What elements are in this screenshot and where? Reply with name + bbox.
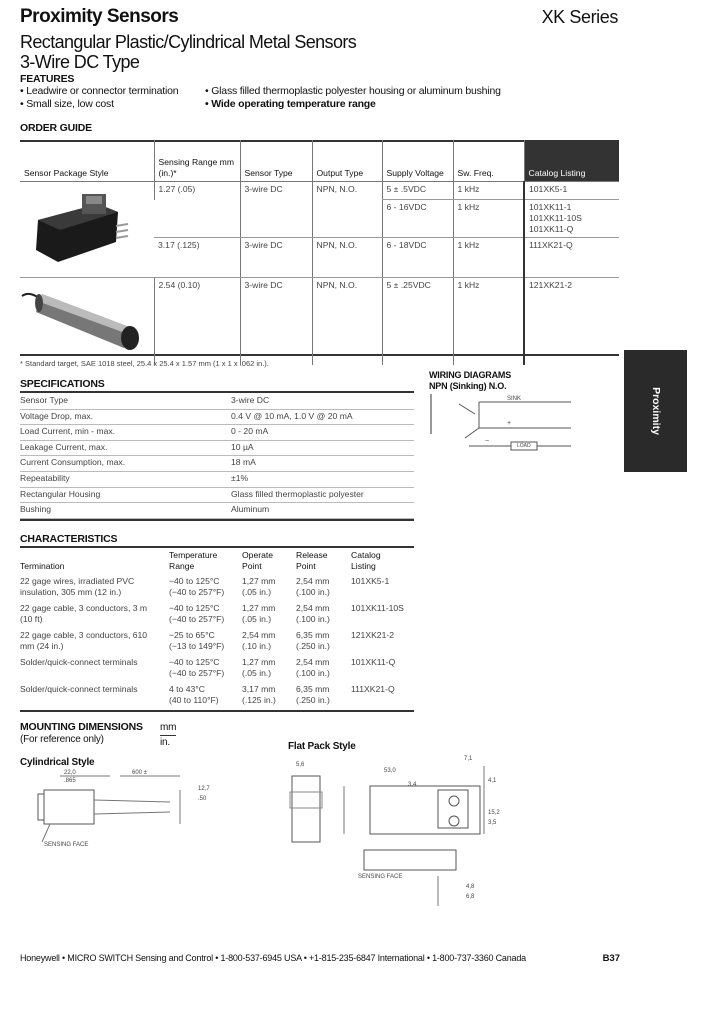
cell: 1,27 mm (.05 in.)	[242, 603, 276, 624]
spec-bottom-rule	[20, 519, 414, 521]
dim-label: 7,1	[464, 756, 473, 762]
cell: 6 - 16VDC	[382, 200, 453, 238]
catalog-cell: 121XK21-2	[524, 278, 619, 366]
dim-label: 53,0	[384, 768, 396, 774]
spec-label: Leakage Current, max.	[20, 441, 108, 452]
col-header: Temperature Range	[169, 550, 218, 571]
cell: 101XK11-10S	[351, 603, 404, 613]
col-header: Sw. Freq.	[453, 140, 524, 182]
wiring-plus-label: +	[507, 420, 512, 427]
cell: 5 ± .5VDC	[382, 182, 453, 200]
cell: 2,54 mm (.100 in.)	[296, 576, 330, 597]
wiring-load-label: LOAD	[517, 443, 531, 449]
cell: 22 gage wires, irradiated PVC insulation, 305 mm (12 in.)	[20, 576, 135, 597]
col-header: Release Point	[296, 550, 328, 571]
cyl-sensor-photo-cell	[20, 278, 154, 366]
cell: 1,27 mm (.05 in.)	[242, 576, 276, 597]
cell: 101XK5-1	[351, 576, 390, 586]
cell: Solder/quick-connect terminals	[20, 657, 138, 667]
specifications-heading: SPECIFICATIONS	[20, 378, 105, 390]
cell: 2,54 mm (.100 in.)	[296, 657, 330, 678]
spec-value: Glass filled thermoplastic polyester	[231, 488, 364, 499]
cylindrical-sensor-image	[20, 278, 150, 362]
col-header: Sensor Package Style	[20, 140, 154, 182]
cell: 6,35 mm (.250 in.)	[296, 684, 330, 705]
col-header: Catalog Listing	[351, 550, 381, 571]
feature-item: • Small size, low cost	[20, 98, 114, 110]
table-row	[20, 182, 619, 200]
spec-value: Aluminum	[231, 504, 270, 515]
spec-value: 10 µA	[231, 441, 254, 452]
side-tab	[624, 350, 687, 472]
spec-value: 18 mA	[231, 457, 256, 468]
unit-in: in.	[160, 737, 170, 748]
cell: 6,35 mm (.250 in.)	[296, 630, 330, 651]
table-row	[20, 455, 414, 472]
wiring-circuit	[429, 394, 577, 458]
cell: 1,27 mm (.05 in.)	[242, 657, 276, 678]
page-title: Proximity Sensors	[20, 6, 179, 27]
table-row	[20, 393, 414, 410]
cell: 1 kHz	[453, 200, 524, 238]
flatpack-drawing	[288, 756, 528, 916]
dim-label: 15,2	[488, 810, 500, 816]
catalog-cell: 101XK11-1 101XK11-10S 101XK11-Q	[524, 200, 619, 238]
cell	[154, 200, 240, 238]
dim-label: 3,4	[408, 782, 417, 788]
cell: 1 kHz	[453, 182, 524, 200]
col-header: Catalog Listing	[524, 140, 619, 182]
dim-label: 22,0	[64, 770, 76, 776]
rectangular-sensor-image	[20, 182, 150, 274]
spec-label: Current Consumption, max.	[20, 457, 126, 468]
spec-label: Repeatability	[20, 473, 70, 483]
cell: 6 - 18VDC	[382, 238, 453, 278]
order-guide-table	[20, 140, 619, 365]
cell	[312, 200, 382, 238]
table-row	[20, 487, 414, 504]
spec-value: 3-wire DC	[231, 395, 270, 405]
spec-label: Rectangular Housing	[20, 488, 101, 499]
feature-item: • Glass filled thermoplastic polyester housing or aluminum bushing	[205, 85, 501, 97]
cell: 3-wire DC	[240, 278, 312, 366]
cylindrical-drawing	[20, 770, 240, 860]
cell: 1 kHz	[453, 238, 524, 278]
feature-item: • Leadwire or connector termination	[20, 85, 179, 97]
cell: −40 to 125°C (−40 to 257°F)	[169, 603, 225, 624]
wiring-sink-label: SINK	[507, 396, 522, 402]
feature-item: • Wide operating temperature range	[205, 98, 376, 110]
wiring-minus-label: −	[485, 438, 490, 445]
dim-label: 6,8	[466, 894, 475, 900]
cell: 22 gage cable, 3 conductors, 3 m (10 ft)	[20, 603, 148, 624]
table-row	[20, 471, 414, 488]
dim-label: .50	[198, 796, 207, 802]
subtitle-line-1: Rectangular Plastic/Cylindrical Metal Sensors	[20, 32, 357, 52]
cell: 2,54 mm (.100 in.)	[296, 603, 330, 624]
rect-sensor-photo-cell	[20, 182, 154, 278]
table-row	[20, 502, 414, 519]
features-heading: FEATURES	[20, 73, 75, 85]
cell: 3,17 mm (.125 in.)	[242, 684, 276, 705]
cell: NPN, N.O.	[312, 238, 382, 278]
char-top-rule	[20, 546, 414, 548]
side-tab-label: Proximity	[649, 387, 662, 435]
dim-label: 5,6	[296, 762, 305, 768]
mounting-heading: MOUNTING DIMENSIONS	[20, 721, 143, 733]
catalog-cell: 101XK5-1	[524, 182, 619, 200]
cell: 2.54 (0.10)	[154, 278, 240, 366]
cell: 22 gage cable, 3 conductors, 610 mm (24 in.)	[20, 630, 148, 651]
footer-contact: Honeywell • MICRO SWITCH Sensing and Control • 1-800-537-6945 USA • +1-815-235-6847 International • 1-800-737-3360 Canada	[20, 953, 526, 963]
cell: 1 kHz	[453, 278, 524, 366]
spec-label: Load Current, min - max.	[20, 426, 116, 437]
cell: 2,54 mm (.10 in.)	[242, 630, 276, 651]
cell: 1.27 (.05)	[154, 182, 240, 200]
cell: 3-wire DC	[240, 238, 312, 278]
cell: 101XK11-Q	[351, 657, 396, 667]
cell: 3-wire DC	[240, 182, 312, 200]
dim-label: 3,5	[488, 820, 497, 826]
characteristics-heading: CHARACTERISTICS	[20, 533, 118, 545]
unit-mm: mm	[160, 722, 177, 733]
cell: −25 to 65°C (−13 to 149°F)	[169, 630, 225, 651]
dim-label: .865	[64, 778, 76, 784]
col-header: Output Type	[312, 140, 382, 182]
cell: 4 to 43°C (40 to 110°F)	[169, 684, 219, 705]
page-number: B37	[602, 953, 620, 964]
cell: −40 to 125°C (−40 to 257°F)	[169, 576, 225, 597]
subtitle-line-2: 3-Wire DC Type	[20, 52, 140, 72]
spec-label: Sensor Type	[20, 395, 69, 405]
spec-value: ±1%	[231, 473, 249, 483]
table-row	[20, 440, 414, 457]
order-guide-footnote: * Standard target, SAE 1018 steel, 25.4 x 25.4 x 1.57 mm (1 x 1 x .062 in.).	[20, 359, 269, 368]
table-row	[20, 409, 414, 426]
flatpack-style-label: Flat Pack Style	[288, 741, 356, 752]
dim-label: SENSING FACE	[358, 874, 403, 880]
col-header: Supply Voltage	[382, 140, 453, 182]
unit-divider	[160, 735, 176, 736]
col-header: Sensor Type	[240, 140, 312, 182]
dim-label: 4,8	[466, 884, 475, 890]
cylindrical-style-label: Cylindrical Style	[20, 757, 95, 768]
cell: Solder/quick-connect terminals	[20, 684, 138, 694]
cell: 5 ± .25VDC	[382, 278, 453, 366]
cell: 111XK21-Q	[351, 684, 395, 694]
spec-label: Bushing	[20, 504, 52, 515]
col-header: Termination	[20, 561, 65, 571]
order-guide-header-row	[20, 140, 619, 182]
spec-value: 0.4 V @ 10 mA, 1.0 V @ 20 mA	[231, 410, 353, 421]
order-guide-heading: ORDER GUIDE	[20, 122, 92, 134]
table-row	[20, 424, 414, 441]
dim-label: 4,1	[488, 778, 497, 784]
cell: 3.17 (.125)	[154, 238, 240, 278]
dim-label: 600 ±	[132, 770, 147, 776]
dim-label: 12,7	[198, 786, 210, 792]
wiring-diagram	[429, 394, 577, 458]
mounting-note: (For reference only)	[20, 734, 104, 745]
cell: −40 to 125°C (−40 to 257°F)	[169, 657, 225, 678]
spec-value: 0 - 20 mA	[231, 426, 269, 437]
col-header: Operate Point	[242, 550, 274, 571]
char-bottom-rule	[20, 710, 414, 712]
spec-label: Voltage Drop, max.	[20, 410, 94, 421]
wiring-subheading: NPN (Sinking) N.O.	[429, 381, 507, 391]
cell: NPN, N.O.	[312, 278, 382, 366]
table-row	[20, 278, 619, 366]
series-label: XK Series	[541, 7, 618, 27]
cell: NPN, N.O.	[312, 182, 382, 200]
cell: 121XK21-2	[351, 630, 395, 640]
col-header: Sensing Range mm (in.)*	[154, 140, 240, 182]
cell	[240, 200, 312, 238]
wiring-heading: WIRING DIAGRAMS	[429, 370, 511, 380]
catalog-cell: 111XK21-Q	[524, 238, 619, 278]
dim-label: SENSING FACE	[44, 842, 89, 848]
